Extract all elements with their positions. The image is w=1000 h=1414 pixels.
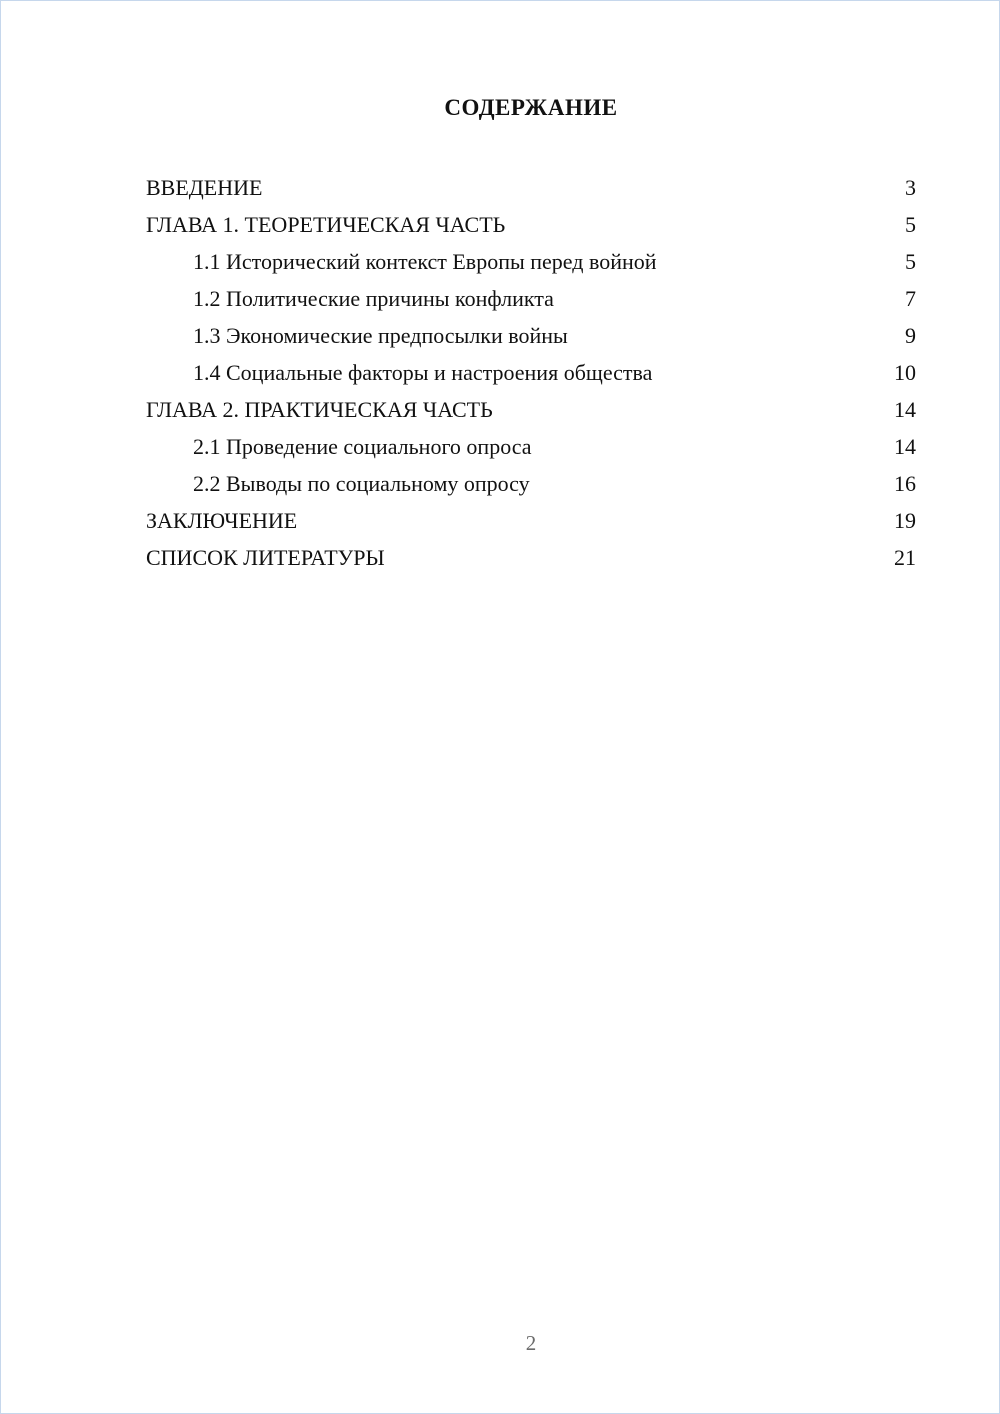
toc-entry-label: ГЛАВА 1. ТЕОРЕТИЧЕСКАЯ ЧАСТЬ xyxy=(146,212,506,237)
toc-entry xyxy=(146,391,916,428)
toc-entry-page-number: 10 xyxy=(894,360,916,385)
toc-entry-page-number: 16 xyxy=(894,471,916,496)
toc-entry xyxy=(146,428,916,465)
toc-entry xyxy=(146,280,916,317)
text-block xyxy=(146,93,916,576)
toc-entry-page-number: 5 xyxy=(905,212,916,237)
toc-entry xyxy=(146,169,916,206)
toc-entry xyxy=(146,354,916,391)
toc-entry-label: ВВЕДЕНИЕ xyxy=(146,175,263,200)
toc-entry-label: 1.2 Политические причины конфликта xyxy=(193,286,554,311)
toc-entry xyxy=(146,465,916,502)
toc-entry-label: 1.1 Исторический контекст Европы перед войной xyxy=(193,249,657,274)
toc-entry-label: 1.3 Экономические предпосылки войны xyxy=(193,323,568,348)
toc-entry xyxy=(146,317,916,354)
toc-entry-page-number: 14 xyxy=(894,397,916,422)
toc-entry-label: ЗАКЛЮЧЕНИЕ xyxy=(146,508,298,533)
toc-entry-label: 2.2 Выводы по социальному опросу xyxy=(193,471,530,496)
toc-entry xyxy=(146,539,916,576)
toc-entry-label: ГЛАВА 2. ПРАКТИЧЕСКАЯ ЧАСТЬ xyxy=(146,397,493,422)
page-title: СОДЕРЖАНИЕ xyxy=(444,95,618,120)
toc-entry-label: СПИСОК ЛИТЕРАТУРЫ xyxy=(146,545,385,570)
toc-entry-page-number: 3 xyxy=(905,175,916,200)
toc-entry-page-number: 19 xyxy=(894,508,916,533)
toc-entry-label: 1.4 Социальные факторы и настроения общества xyxy=(193,360,653,385)
toc-entry-page-number: 14 xyxy=(894,434,916,459)
table-of-contents xyxy=(146,169,916,576)
toc-entry xyxy=(146,502,916,539)
footer-page-number: 2 xyxy=(525,1331,537,1355)
toc-entry-page-number: 9 xyxy=(905,323,916,348)
toc-entry xyxy=(146,243,916,280)
toc-entry-page-number: 21 xyxy=(894,545,916,570)
toc-entry xyxy=(146,206,916,243)
toc-entry-label: 2.1 Проведение социального опроса xyxy=(193,434,532,459)
toc-entry-page-number: 7 xyxy=(905,286,916,311)
toc-entry-page-number: 5 xyxy=(905,249,916,274)
